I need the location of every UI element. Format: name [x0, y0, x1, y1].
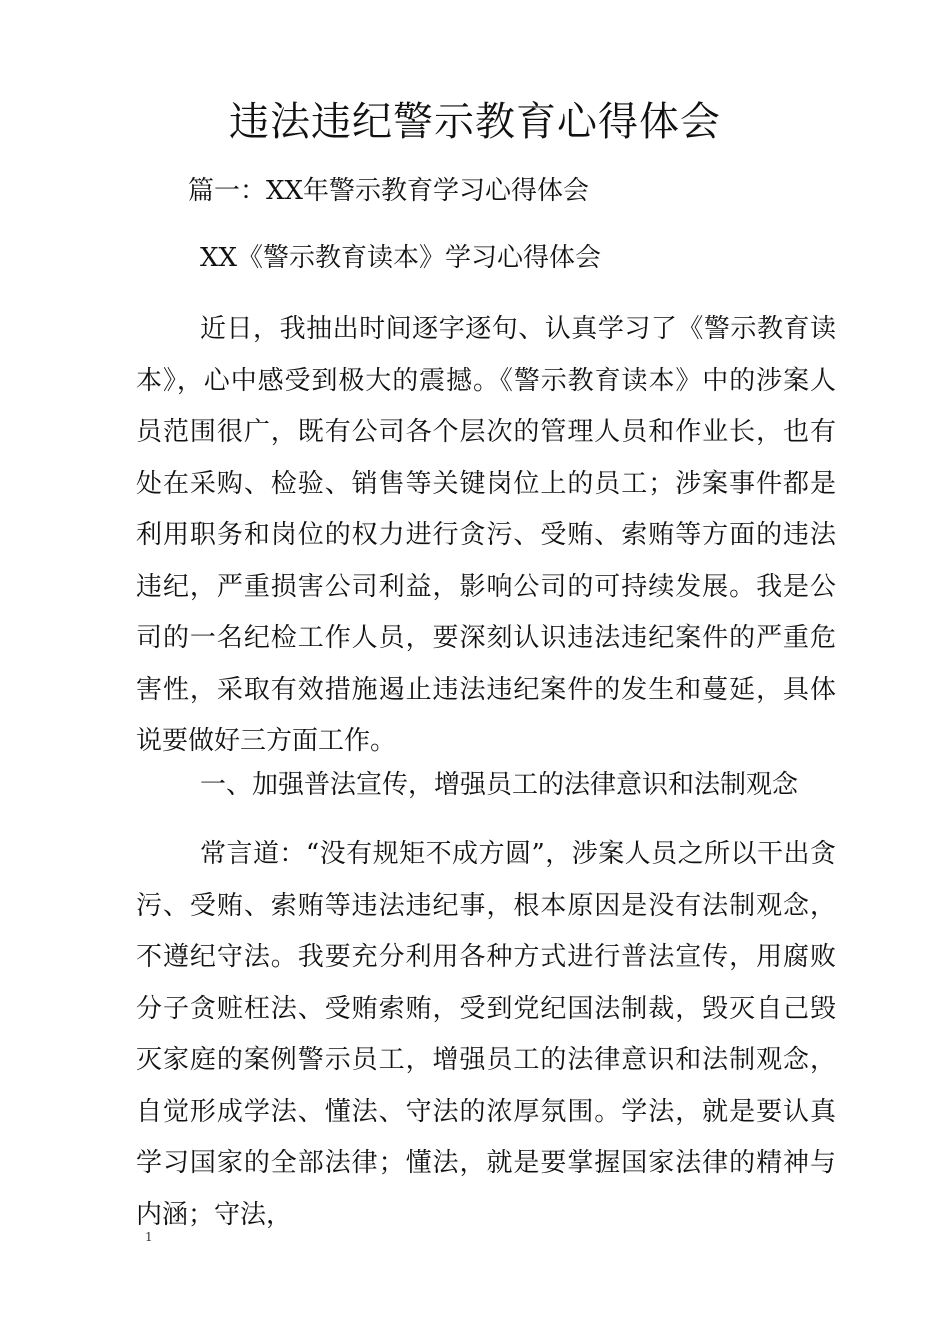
piece-heading: 篇一：XX年警示教育学习心得体会 — [188, 176, 590, 206]
page-number: 1 — [145, 1230, 153, 1244]
document-title: 违法违纪警示教育心得体会 — [229, 99, 721, 145]
body-paragraph-2: 常言道：“没有规矩不成方圆”，涉案人员之所以干出贪污、受贿、索贿等违法违纪事，根本原因是没有法制观念，不遵纪守法。我要充分利用各种方式进行普法宣传，用腐败分子贪赃枉法、受贿索贿，受到党纪国法制裁，毁灭自己毁灭家庭的案例警示员工，增强员工的法律意识和法制观念，自觉形成学法、懂法、守法的浓厚氛围。学法，就是要认真学习国家的全部法律；懂法，就是要掌握国家法律的精神与内涵；守法， — [136, 839, 836, 1230]
body-paragraph-1: 近日，我抽出时间逐字逐句、认真学习了《警示教育读本》，心中感受到极大的震撼。《警示教育读本》中的涉案人员范围很广，既有公司各个层次的管理人员和作业长，也有处在采购、检验、销售等关键岗位上的员工；涉案事件都是利用职务和岗位的权力进行贪污、受贿、索贿等方面的违法违纪，严重损害公司利益，影响公司的可持续发展。我是公司的一名纪检工作人员，要深刻认识违法违纪案件的严重危害性，采取有效措施遏止违法违纪案件的发生和蔓延，具体说要做好三方面工作。 — [136, 314, 836, 756]
sub-heading: XX《警示教育读本》学习心得体会 — [200, 243, 602, 273]
section-1-heading: 一、加强普法宣传，增强员工的法律意识和法制观念 — [200, 770, 799, 800]
